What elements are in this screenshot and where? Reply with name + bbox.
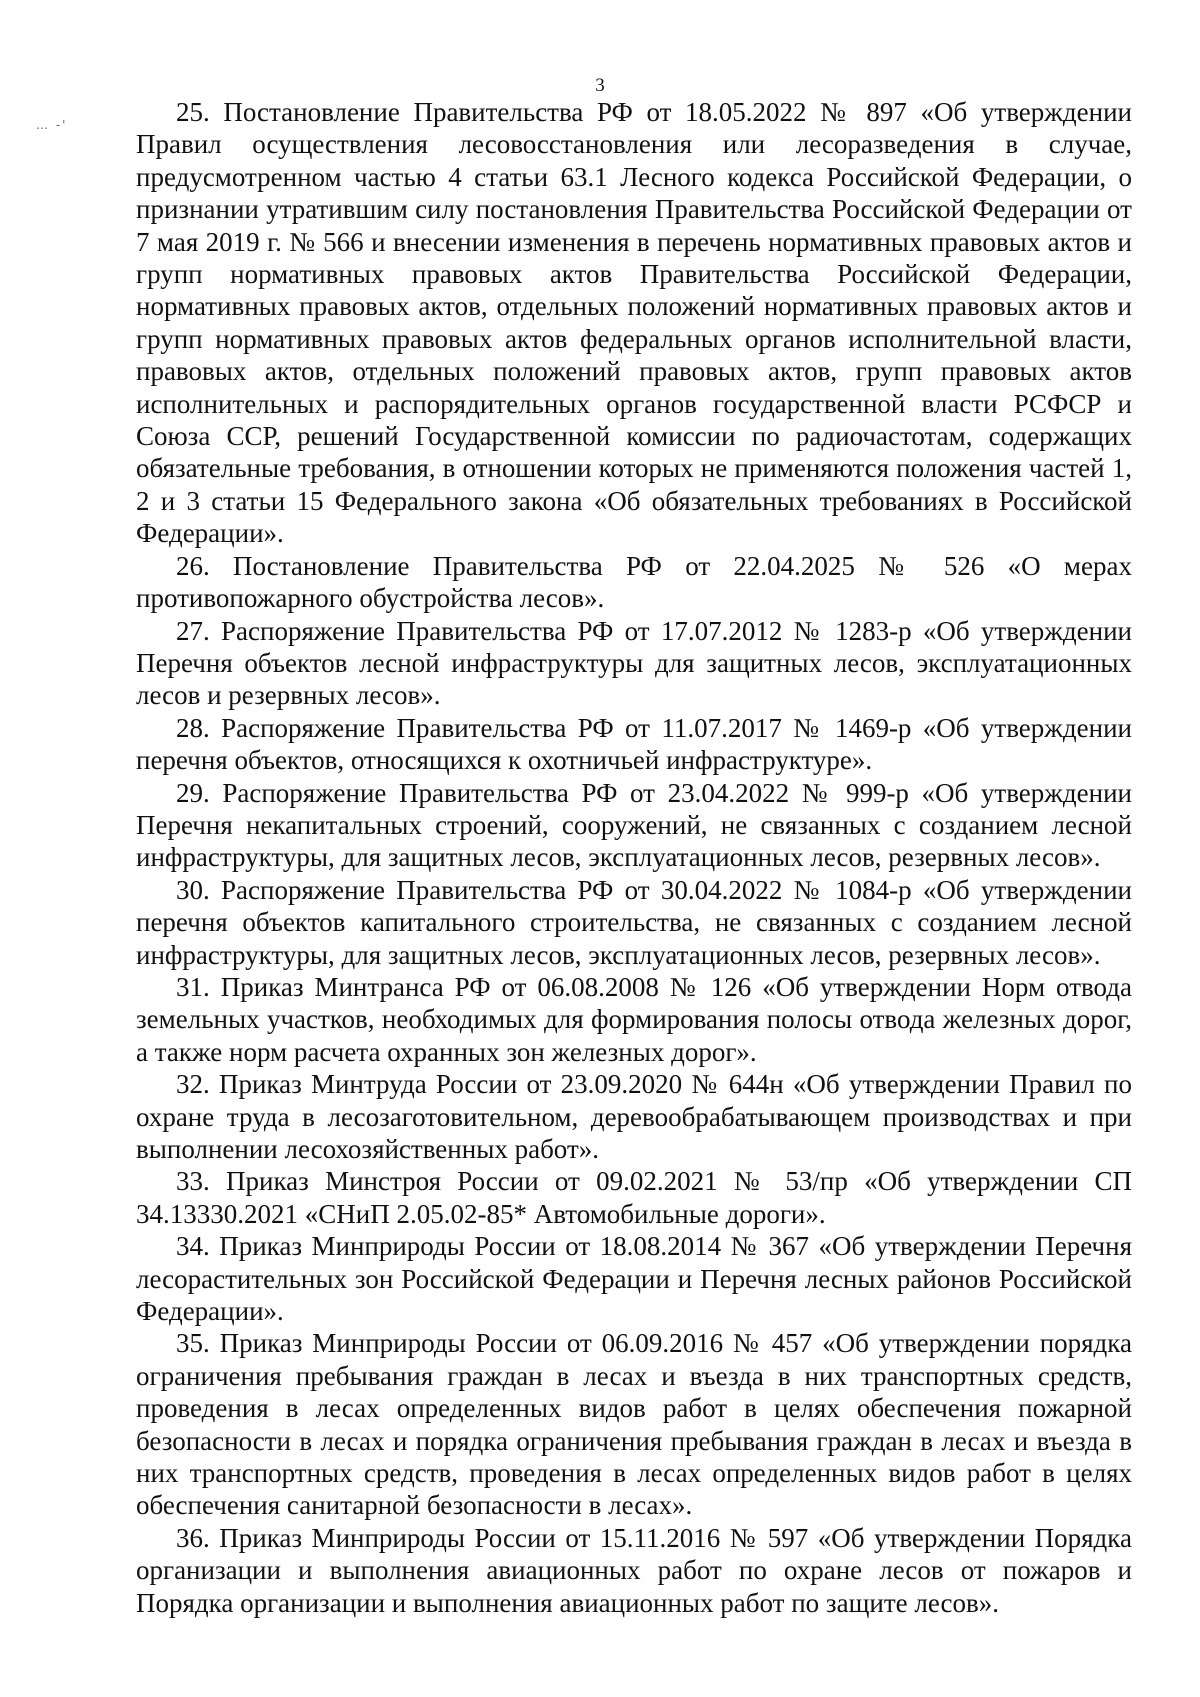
scan-artifact: … -' [36, 118, 68, 132]
document-body [136, 96, 1132, 1619]
list-item-36: 36. Приказ Минприроды России от 15.11.2016 № 597 «Об утверждении Порядка организации и выполнения авиационных работ по охране лесов от пожаров и Порядка организации и выполнения авиационных работ по защите лесов». [136, 1522, 1132, 1618]
list-item-35: 35. Приказ Минприроды России от 06.09.2016 № 457 «Об утверждении порядка ограничения пребывания граждан в лесах и въезда в них транспортных средств, проведения в лесах определенных видов работ в целях обеспечения пожарной безопасности в лесах и порядка ограничения пребывания граждан в лесах и въезда в них транспортных средств, проведения в лесах определенных видов работ в целях обеспечения санитарной безопасности в лесах». [136, 1328, 1132, 1521]
list-item-28: 28. Распоряжение Правительства РФ от 11.07.2017 № 1469-р «Об утверждении перечня объектов, относящихся к охотничьей инфраструктуре». [136, 712, 1132, 776]
list-item-29: 29. Распоряжение Правительства РФ от 23.04.2022 № 999-р «Об утверждении Перечня некапитальных строений, сооружений, не связанных с созданием лесной инфраструктуры, для защитных лесов, эксплуатационных лесов, резервных лесов». [136, 777, 1132, 873]
page-number: 3 [595, 75, 605, 96]
list-item-31: 31. Приказ Минтранса РФ от 06.08.2008 № 126 «Об утверждении Норм отвода земельных участков, необходимых для формирования полосы отвода железных дорог, а также норм расчета охранных зон железных дорог». [136, 971, 1132, 1067]
list-item-34: 34. Приказ Минприроды России от 18.08.2014 № 367 «Об утверждении Перечня лесорастительных зон Российской Федерации и Перечня лесных районов Российской Федерации». [136, 1231, 1132, 1327]
list-item-27: 27. Распоряжение Правительства РФ от 17.07.2012 № 1283-р «Об утверждении Перечня объектов лесной инфраструктуры для защитных лесов, эксплуатационных лесов и резервных лесов». [136, 615, 1132, 711]
list-item-26: 26. Постановление Правительства РФ от 22.04.2025 № 526 «О мерах противопожарного обустройства лесов». [136, 550, 1132, 614]
list-item-30: 30. Распоряжение Правительства РФ от 30.04.2022 № 1084-р «Об утверждении перечня объектов капитального строительства, не связанных с созданием лесной инфраструктуры, для защитных лесов, эксплуатационных лесов, резервных лесов». [136, 874, 1132, 970]
list-item-25: 25. Постановление Правительства РФ от 18.05.2022 № 897 «Об утверждении Правил осуществления лесовосстановления или лесоразведения в случае, предусмотренном частью 4 статьи 63.1 Лесного кодекса Российской Федерации, о признании утратившим силу постановления Правительства Российской Федерации от 7 мая 2019 г. № 566 и внесении изменения в перечень нормативных правовых актов и групп нормативных правовых актов Правительства Российской Федерации, нормативных правовых актов, отдельных положений нормативных правовых актов и групп нормативных правовых актов федеральных органов исполнительной власти, правовых актов, отдельных положений правовых актов, групп правовых актов исполнительных и распорядительных органов государственной власти РСФСР и Союза ССР, решений Государственной комиссии по радиочастотам, содержащих обязательные требования, в отношении которых не применяются положения частей 1, 2 и 3 статьи 15 Федерального закона «Об обязательных требованиях в Российской Федерации». [136, 97, 1132, 549]
list-item-32: 32. Приказ Минтруда России от 23.09.2020 № 644н «Об утверждении Правил по охране труда в лесозаготовительном, деревообрабатывающем производствах и при выполнении лесохозяйственных работ». [136, 1069, 1132, 1164]
list-item-33: 33. Приказ Минстроя России от 09.02.2021 № 53/пр «Об утверждении СП 34.13330.2021 «СНиП 2.05.02-85* Автомобильные дороги». [136, 1166, 1132, 1229]
